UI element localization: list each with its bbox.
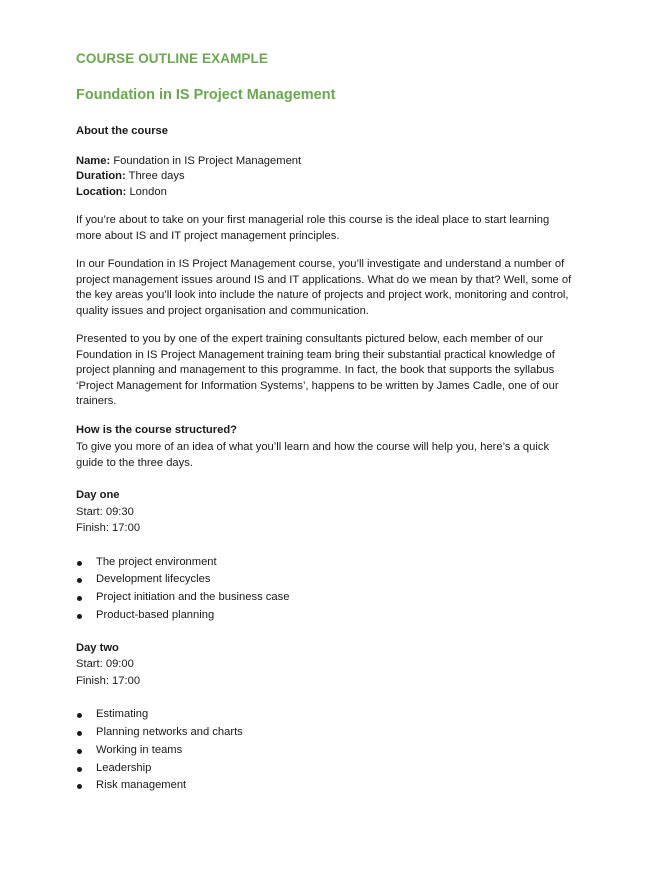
structure-heading: How is the course structured?: [76, 423, 238, 436]
list-item: [76, 706, 576, 724]
list-item: [76, 777, 576, 795]
document-body: [76, 124, 576, 795]
list-item: [76, 724, 576, 742]
list-item: [76, 571, 576, 589]
list-item: [76, 742, 576, 760]
topic-text: Development lifecycles: [96, 573, 211, 586]
duration-value: Three days: [128, 170, 185, 182]
trainers-paragraph: Presented to you by one of the expert training consultants pictured below, each member of our Foundation in IS Project Management training team bring their substantial practical knowledge of project planning and management to this programme. In fact, the book that supports the syllabus ‘Project Management for Information Systems’, happens to be written by James Cadle, one of our trainers.: [76, 333, 559, 407]
list-item: [76, 607, 576, 625]
list-item: [76, 554, 576, 572]
bullet-icon: [77, 578, 82, 583]
name-label: Name:: [76, 154, 111, 167]
about-heading: About the course: [76, 125, 168, 137]
topic-text: Working in teams: [96, 743, 183, 756]
topic-text: Project initiation and the business case: [96, 591, 290, 604]
day-one-heading: Day one: [76, 489, 120, 501]
bullet-icon: [77, 596, 82, 601]
day-one-finish: Finish: 17:00: [76, 522, 141, 534]
intro-paragraph: If you’re about to take on your first managerial role this course is the ideal place to start learning more about IS and IT project management principles.: [76, 214, 550, 242]
bullet-icon: [77, 614, 82, 619]
course-name-line: [76, 154, 576, 170]
day-one-start: Start: 09:30: [76, 505, 134, 518]
day-one-topics: [76, 554, 576, 625]
bullet-icon: [77, 767, 82, 772]
topic-text: Product-based planning: [96, 608, 215, 621]
bullet-icon: [77, 749, 82, 754]
topics-paragraph: In our Foundation in IS Project Management course, you’ll investigate and understand a number of project management issues around IS and IT applications. What do we mean by that? Well, some of the key areas you’ll look into include the nature of projects and project work, monitoring and control, quality issues and project organisation and communication.: [76, 258, 572, 317]
day-two-finish: Finish: 17:00: [76, 674, 141, 687]
topic-text: Estimating: [96, 708, 149, 721]
name-value: Foundation in IS Project Management: [113, 154, 302, 167]
list-item: [76, 589, 576, 607]
course-title: Foundation in IS Project Management: [76, 87, 336, 103]
bullet-icon: [77, 784, 82, 789]
duration-label: Duration:: [76, 170, 126, 182]
topic-text: Leadership: [96, 761, 152, 774]
location-value: London: [129, 185, 167, 198]
day-two-start: Start: 09:00: [76, 658, 134, 671]
structure-intro: To give you more of an idea of what you’ll learn and how the course will help you, here’s a quick guide to the three days.: [76, 441, 550, 469]
course-duration-line: [76, 169, 576, 185]
document-title: COURSE OUTLINE EXAMPLE: [76, 51, 268, 66]
topic-text: The project environment: [96, 555, 217, 568]
topic-text: Planning networks and charts: [96, 725, 243, 738]
bullet-icon: [77, 713, 82, 718]
bullet-icon: [77, 561, 82, 566]
location-label: Location:: [76, 185, 127, 198]
course-location-line: [76, 185, 576, 201]
day-two-heading: Day two: [76, 641, 119, 654]
day-two-topics: [76, 706, 576, 795]
list-item: [76, 760, 576, 778]
topic-text: Risk management: [96, 779, 187, 792]
bullet-icon: [77, 731, 82, 736]
